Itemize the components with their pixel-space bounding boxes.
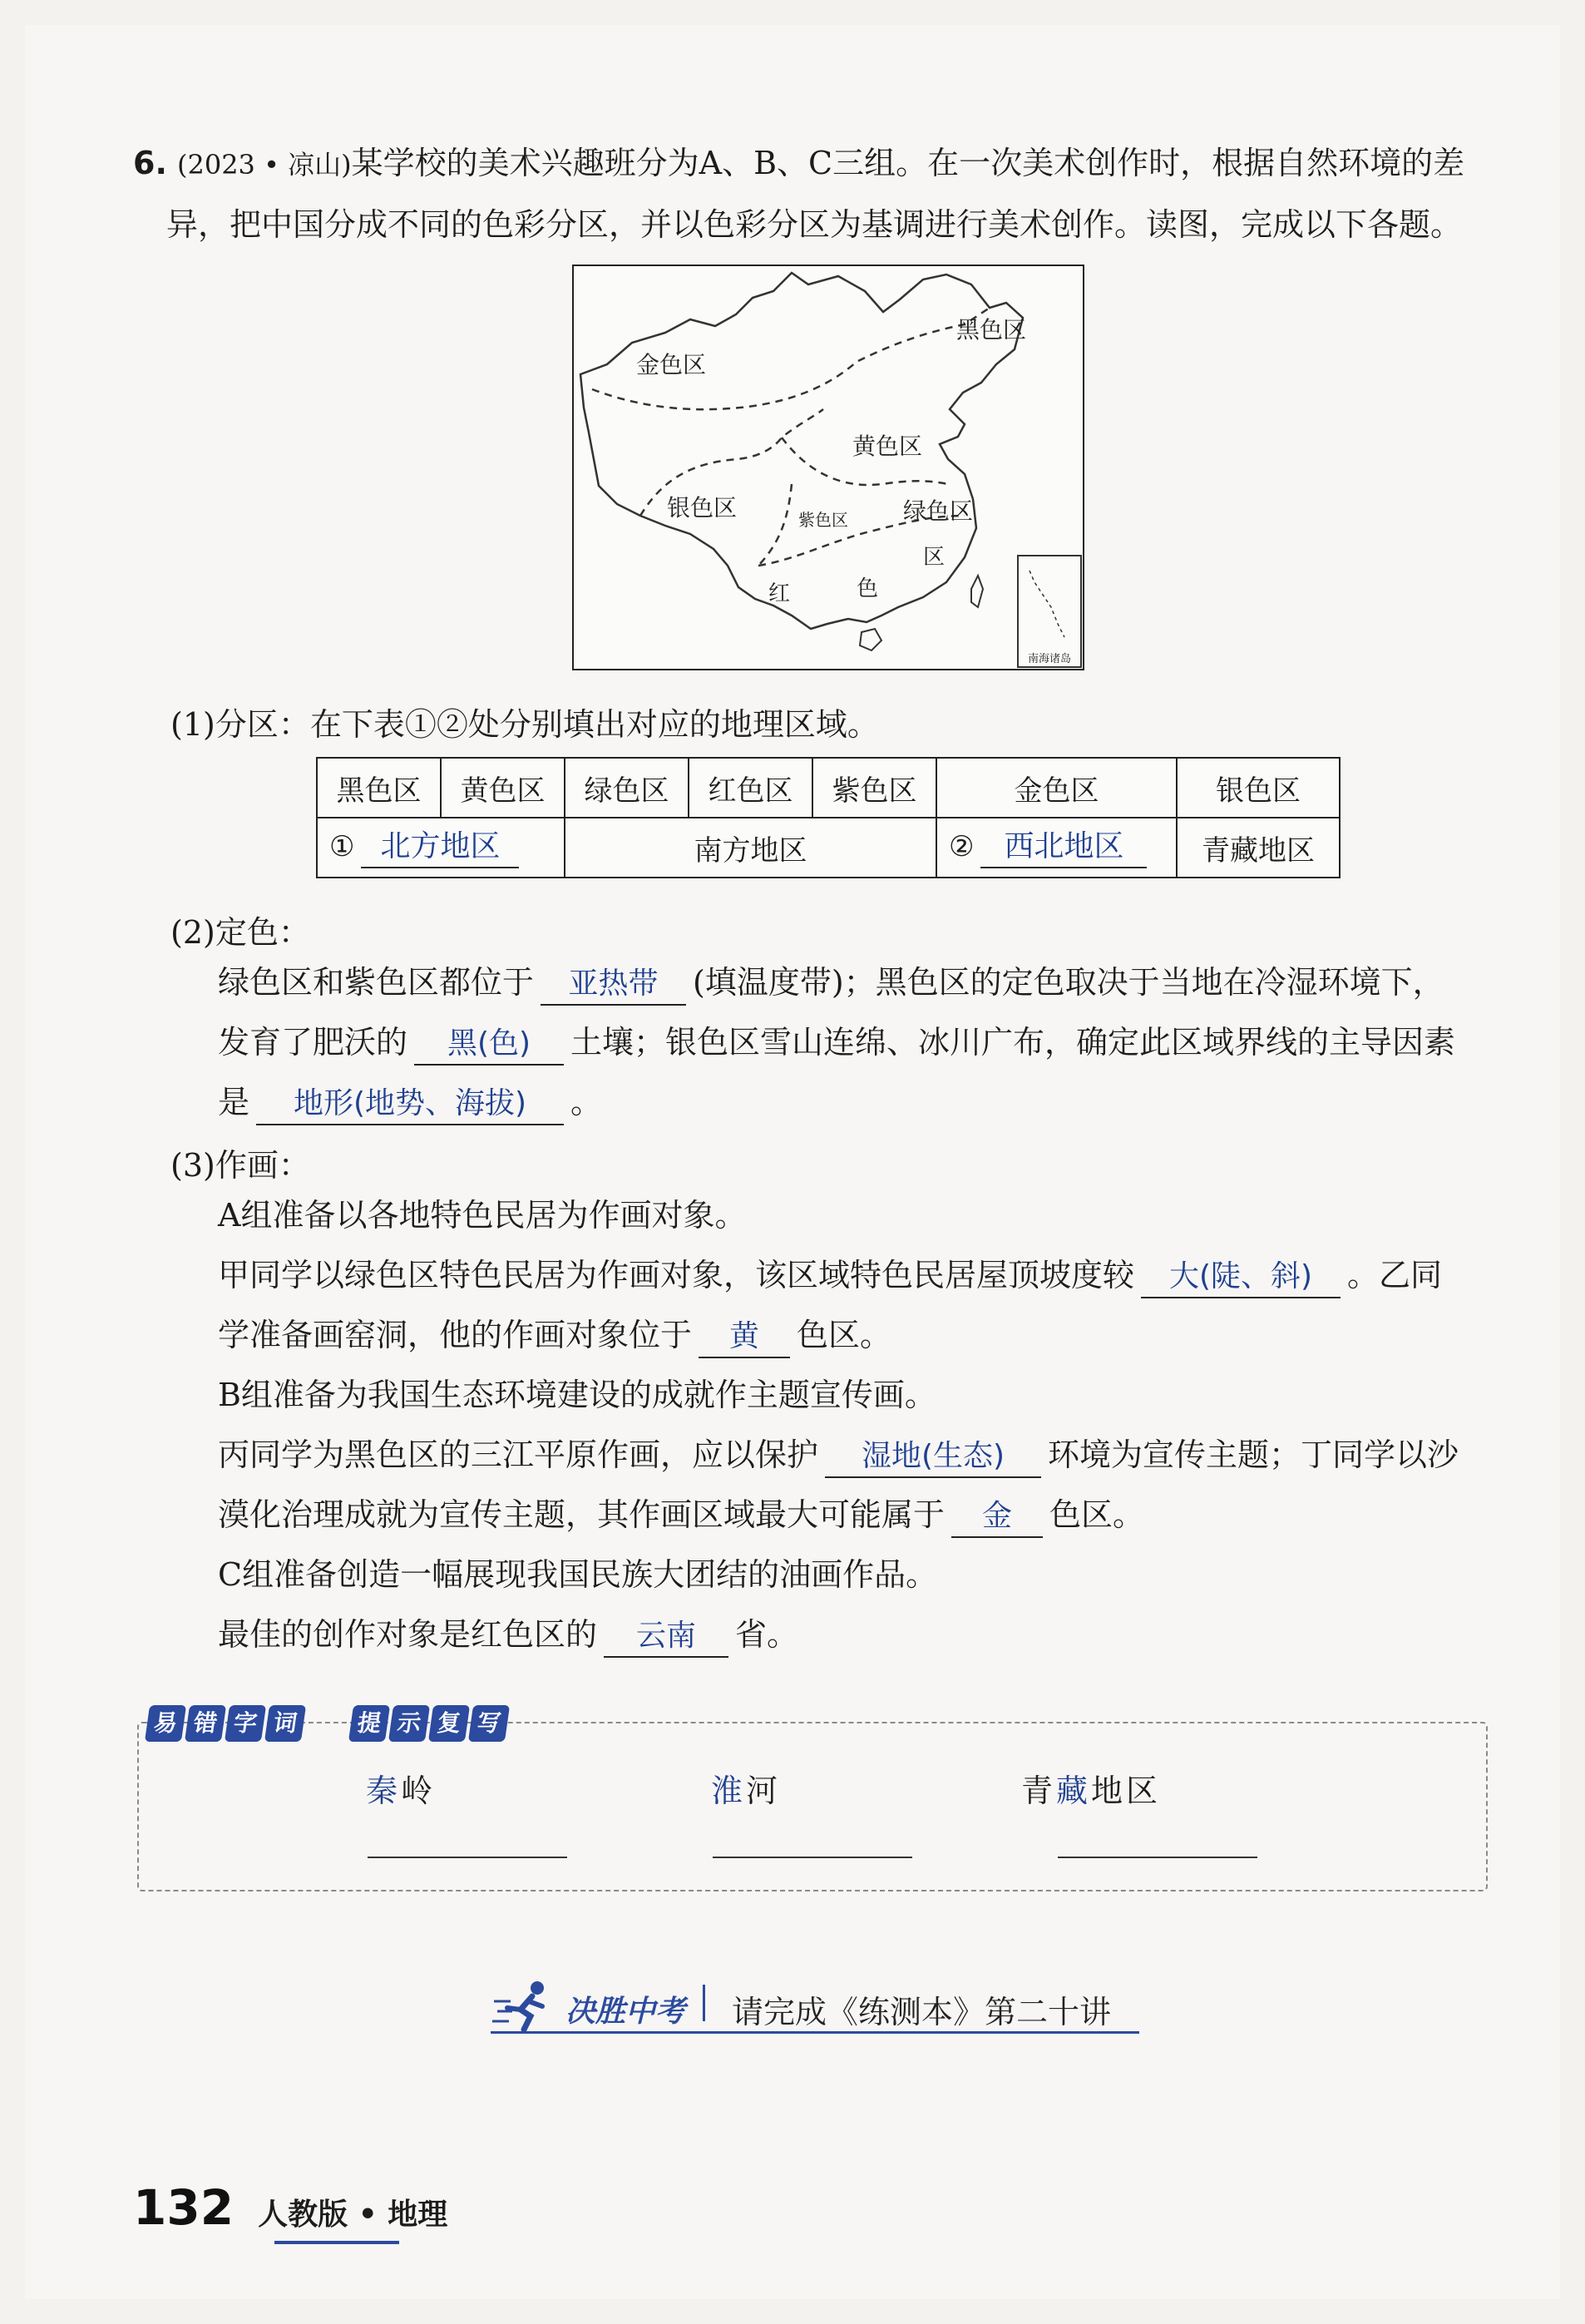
page-footer [133,2179,447,2236]
inset-label: 南海诸岛 [1027,653,1072,665]
th-purple: 紫色区 [812,758,936,818]
answer-7: 黄 [699,1317,790,1358]
tag-rewrite [351,1705,507,1742]
th-black: 黑色区 [317,758,441,818]
p3-yi-a: 学准备画窑洞，他的作画对象位于 [218,1317,693,1353]
p3-b-group: B组准备为我国生态环境建设的成就作主题宣传画。 [218,1377,936,1413]
edition-label: 人教版 • 地理 [258,2198,448,2232]
label-purple-zone: 紫色区 [798,510,848,530]
answer-4: 黑(色) [414,1024,564,1066]
boundary-purple [758,484,792,566]
banner-brand: 决胜中考 [565,1995,686,2029]
p2-l3b: 。 [570,1084,603,1120]
p3-yi-b: 色区。 [797,1317,892,1353]
label-red-1: 红 [768,581,791,606]
answer-5: 地形(地势、海拔) [256,1084,564,1125]
answer-3: 亚热带 [541,964,686,1006]
rewrite-blank-2 [713,1857,912,1858]
label-silver-zone: 银色区 [667,494,738,522]
hainan-island [860,629,881,650]
question-intro-1: 某学校的美术兴趣班分为A、B、C三组。在一次美术创作时，根据自然环境的差 [351,145,1465,181]
word-rest: 岭 [401,1773,437,1809]
edition-underline [274,2241,399,2244]
part2-body [218,952,1490,1132]
cell-answer-1 [317,818,565,878]
banner-divider [703,1985,705,2021]
p3-bing-b: 环境为宣传主题；丁同学以沙 [1048,1436,1459,1473]
part3-body [218,1185,1490,1664]
rewrite-blank-3 [1058,1857,1257,1858]
word-qinling [301,1765,501,1811]
cell-south: 南方地区 [565,818,936,878]
typo-tip-box [137,1709,1488,1891]
question-intro-2: 异，把中国分成不同的色彩分区，并以色彩分区为基调进行美术创作。读图，完成以下各题。 [166,206,1463,243]
cell-answer-2 [936,818,1177,878]
part1-prompt: (1)分区：在下表①②处分别填出对应的地理区域。 [170,706,879,743]
part3-title: (3)作画： [170,1147,310,1184]
answer-2: 西北地区 [980,827,1147,868]
th-silver: 银色区 [1177,758,1340,818]
label-yellow-zone: 黄色区 [852,433,923,460]
banner-text: 请完成《练测本》第二十讲 [732,1994,1112,2030]
p2-l3a: 是 [218,1084,250,1120]
china-color-zone-map [572,265,1084,670]
label-gold-zone: 金色区 [636,351,707,378]
tag-char: 写 [468,1705,510,1742]
answer-1: 北方地区 [361,827,519,868]
p2-l1a: 绿色区和紫色区都位于 [218,964,535,1001]
word-hl: 淮 [710,1773,746,1809]
inset-dash-line [1030,571,1064,637]
p3-jia-a: 甲同学以绿色区特色民居为作画对象，该区域特色民居屋顶坡度较 [218,1257,1135,1293]
runner-icon [491,1980,557,2033]
tag-char: 错 [185,1705,226,1742]
question-source: (2023 • 凉山) [176,149,352,180]
tag-char: 示 [388,1705,430,1742]
p2-l2b: 土壤；银色区雪山连绵、冰川广布，确定此区域界线的主导因素 [570,1024,1456,1061]
p3-best-b: 省。 [735,1616,799,1653]
p3-best-a: 最佳的创作对象是红色区的 [218,1616,598,1653]
word-qingzang [991,1765,1191,1811]
mark-1: ① [329,830,355,863]
p3-ding-a: 漠化治理成就为宣传主题，其作画区域最大可能属于 [218,1496,946,1533]
banner-underline [491,2031,1139,2034]
label-qu: 区 [923,545,946,570]
zone-table-answer-row [317,818,1340,878]
word-hl: 秦 [365,1773,401,1809]
answer-10: 云南 [604,1616,728,1658]
practice-banner [491,1980,1139,2038]
tag-char: 复 [428,1705,470,1742]
taiwan-island [971,576,983,607]
answer-6: 大(陡、斜) [1141,1257,1341,1298]
part2-title: (2)定色： [170,914,310,951]
label-black-zone: 黑色区 [956,316,1027,344]
tag-char: 提 [348,1705,390,1742]
zone-table-header-row [317,758,1340,818]
p3-c-group: C组准备创造一幅展现我国民族大团结的油画作品。 [218,1556,938,1593]
answer-9: 金 [951,1496,1043,1538]
question-number: 6. [133,145,167,181]
word-pre: 青 [1020,1773,1056,1809]
p3-bing-a: 丙同学为黑色区的三江平原作画，应以保护 [218,1436,819,1473]
p2-l2a: 发育了肥沃的 [218,1024,408,1061]
rewrite-blank-1 [368,1857,567,1858]
tag-char: 易 [145,1705,186,1742]
answer-8: 湿地(生态) [825,1436,1041,1478]
tag-easy-mistake [147,1705,304,1742]
th-red: 红色区 [689,758,812,818]
south-sea-inset [1018,556,1081,667]
word-post: 地区 [1091,1773,1162,1809]
cell-qinghai: 青藏地区 [1177,818,1340,878]
page-number: 132 [133,2179,235,2236]
mark-2: ② [949,830,975,863]
th-green: 绿色区 [565,758,689,818]
zone-table [316,757,1341,878]
th-gold: 金色区 [936,758,1177,818]
word-rest: 河 [746,1773,782,1809]
word-hl: 藏 [1055,1773,1091,1809]
p3-ding-b: 色区。 [1049,1496,1145,1533]
label-green-zone: 绿色区 [903,497,974,525]
map-drawing [574,266,1083,669]
p3-jia-b: 。乙同 [1347,1257,1443,1293]
tag-char: 字 [225,1705,266,1742]
p2-l1b: (填温度带)；黑色区的定色取决于当地在冷湿环境下， [693,964,1444,1001]
word-huaihe [646,1765,846,1811]
label-red-2: 色 [857,576,879,601]
th-yellow: 黄色区 [441,758,565,818]
tag-char: 词 [264,1705,306,1742]
question-stem [133,133,1489,255]
p3-a-group: A组准备以各地特色民居为作画对象。 [218,1197,747,1234]
